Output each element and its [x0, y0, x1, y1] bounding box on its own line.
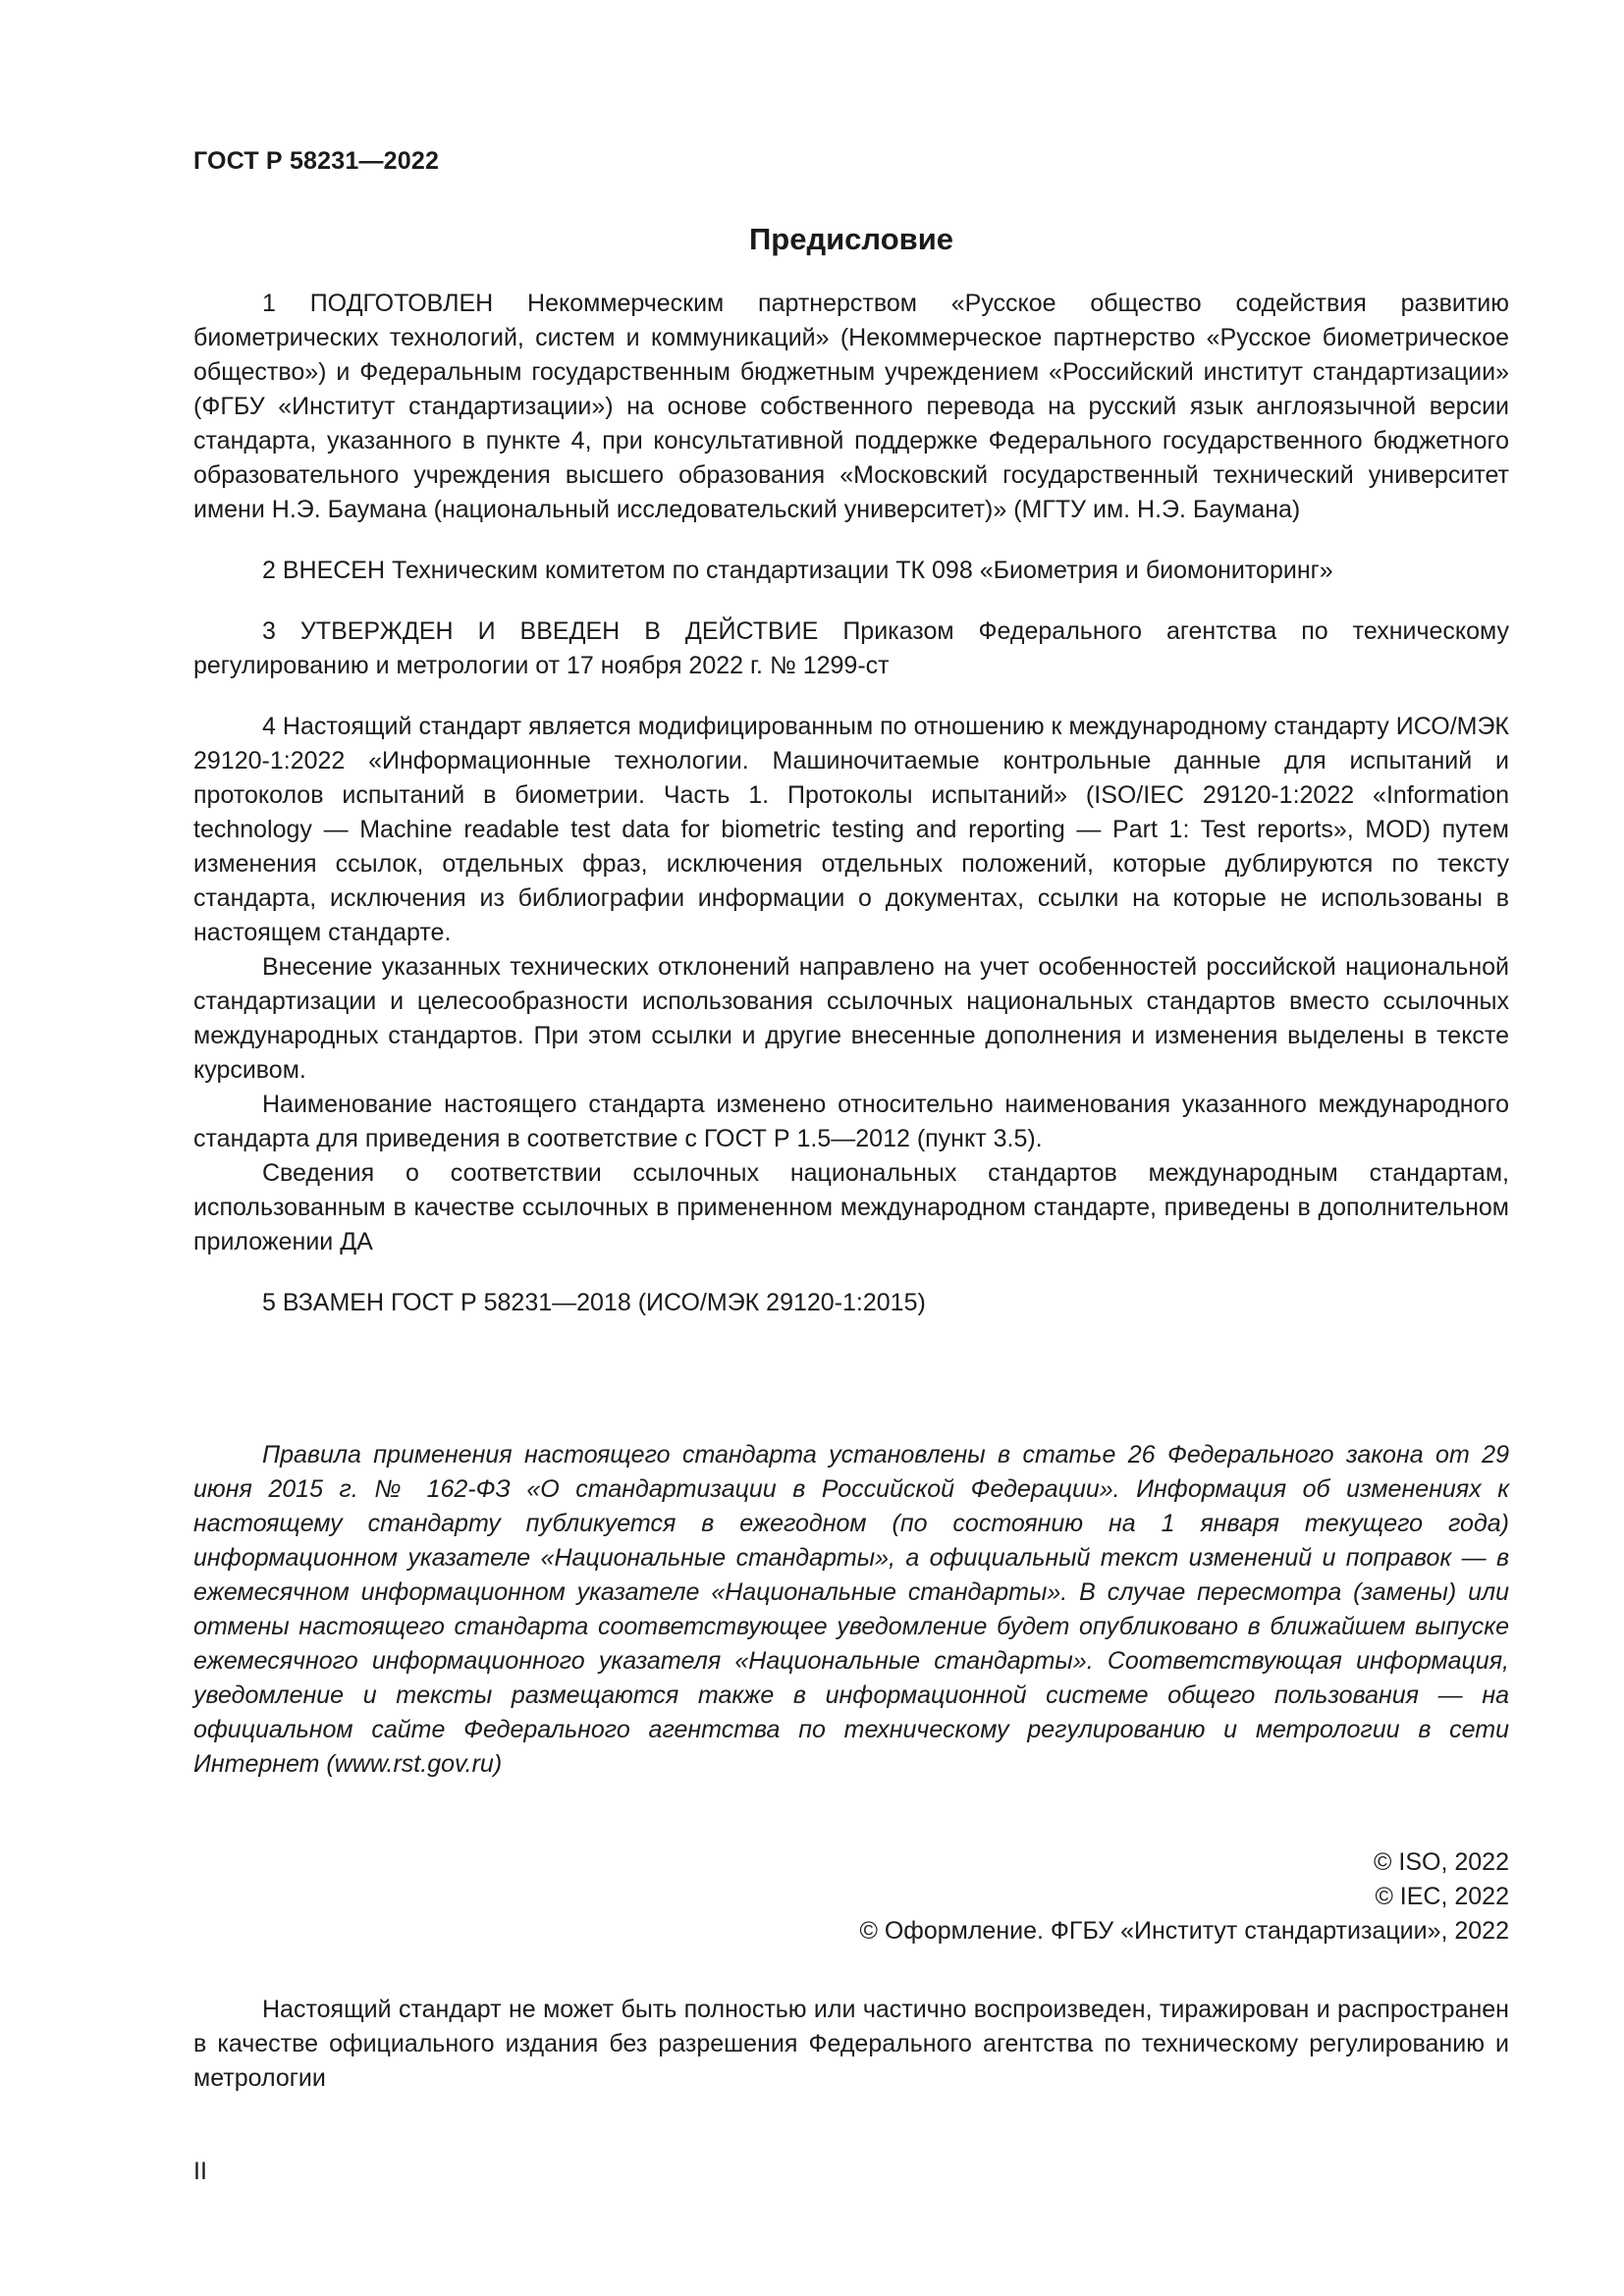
paragraph-replaces: 5 ВЗАМЕН ГОСТ Р 58231—2018 (ИСО/МЭК 29120-1:2015)	[262, 1289, 926, 1316]
copyright-block	[193, 1845, 1509, 1949]
application-rules	[193, 1438, 1509, 1782]
copyright-layout: © Оформление. ФГБУ «Институт стандартизации», 2022	[859, 1917, 1509, 1945]
paragraph-name-change: Наименование настоящего стандарта изменено относительно наименования указанного международного стандарта для приведения в соответствие с ГОСТ Р 1.5—2012 (пункт 3.5).	[193, 1091, 1509, 1152]
standard-number: ГОСТ Р 58231—2022	[193, 147, 440, 175]
rules-text: Правила применения настоящего стандарта установлены в статье 26 Федерального закона от 29 июня 2015 г. № 162-ФЗ «О стандартизации в Российской Федерации». Информация об изменениях к настоящему стандарту публикуется в ежегодном (по состоянию на 1 января текущего года) информационном указателе «Национальные стандарты», а официальный текст изменений и поправок — в ежемесячном информационном указателе «Национальные стандарты». В случае пересмотра (замены) или отмены настоящего стандарта соответствующее уведомление будет опубликовано в ближайшем выпуске ежемесячного информационного указателя «Национальные стандарты». Соответствующая информация, уведомление и тексты размещаются также в информационной системе общего пользования — на официальном сайте Федерального агентства по техническому регулированию и метрологии в сети Интернет (www.rst.gov.ru)	[193, 1441, 1509, 1778]
paragraph-approved: 3 УТВЕРЖДЕН И ВВЕДЕН В ДЕЙСТВИЕ Приказом Федерального агентства по техническому регулированию и метрологии от 17 ноября 2022 г. № 1299-ст	[193, 617, 1509, 679]
paragraph-modified: 4 Настоящий стандарт является модифицированным по отношению к международному стандарту ИСО/МЭК 29120-1:2022 «Информационные технологии. Машиночитаемые контрольные данные для испытаний и протоколов испытаний в биометрии. Часть 1. Протоколы испытаний» (ISO/IEC 29120-1:2022 «Information technology — Machine readable test data for biometric testing and reporting — Part 1: Test reports», MOD) путем изменения ссылок, отдельных фраз, исключения отдельных положений, которые дублируются по тексту стандарта, исключения из библиографии информации о документах, ссылки на которые не использованы в настоящем стандарте.	[193, 713, 1509, 946]
paragraph-references: Сведения о соответствии ссылочных национальных стандартов международным стандартам, использованным в качестве ссылочных в примененном международном стандарте, приведены в дополнительном приложении ДА	[193, 1159, 1509, 1255]
paragraph-prepared: 1 ПОДГОТОВЛЕН Некоммерческим партнерством «Русское общество содействия развитию биометрических технологий, систем и коммуникаций» (Некоммерческое партнерство «Русское биометрическое общество») и Федеральным государственным бюджетным учреждением «Российский институт стандартизации» (ФГБУ «Институт стандартизации») на основе собственного перевода на русский язык англоязычной версии стандарта, указанного в пункте 4, при консультативной поддержке Федерального государственного бюджетного образовательного учреждения высшего образования «Московский государственный технический университет имени Н.Э. Баумана (национальный исследовательский университет)» (МГТУ им. Н.Э. Баумана)	[193, 290, 1509, 523]
reproduction-notice	[193, 1993, 1509, 2096]
paragraph-introduced: 2 ВНЕСЕН Техническим комитетом по стандартизации ТК 098 «Биометрия и биомониторинг»	[262, 557, 1333, 584]
foreword-body	[193, 287, 1509, 1320]
page-title: Предисловие	[748, 222, 953, 256]
copyright-iso: © ISO, 2022	[1374, 1848, 1509, 1876]
notice-text: Настоящий стандарт не может быть полностью или частично воспроизведен, тиражирован и распространен в качестве официального издания без разрешения Федерального агентства по техническому регулированию и метрологии	[193, 1996, 1509, 2092]
paragraph-deviations: Внесение указанных технических отклонений направлено на учет особенностей российской национальной стандартизации и целесообразности использования ссылочных национальных стандартов вместо ссылочных международных стандартов. При этом ссылки и другие внесенные дополнения и изменения выделены в тексте курсивом.	[193, 953, 1509, 1084]
copyright-iec: © IEC, 2022	[1375, 1883, 1509, 1910]
page-number: II	[193, 2158, 207, 2185]
